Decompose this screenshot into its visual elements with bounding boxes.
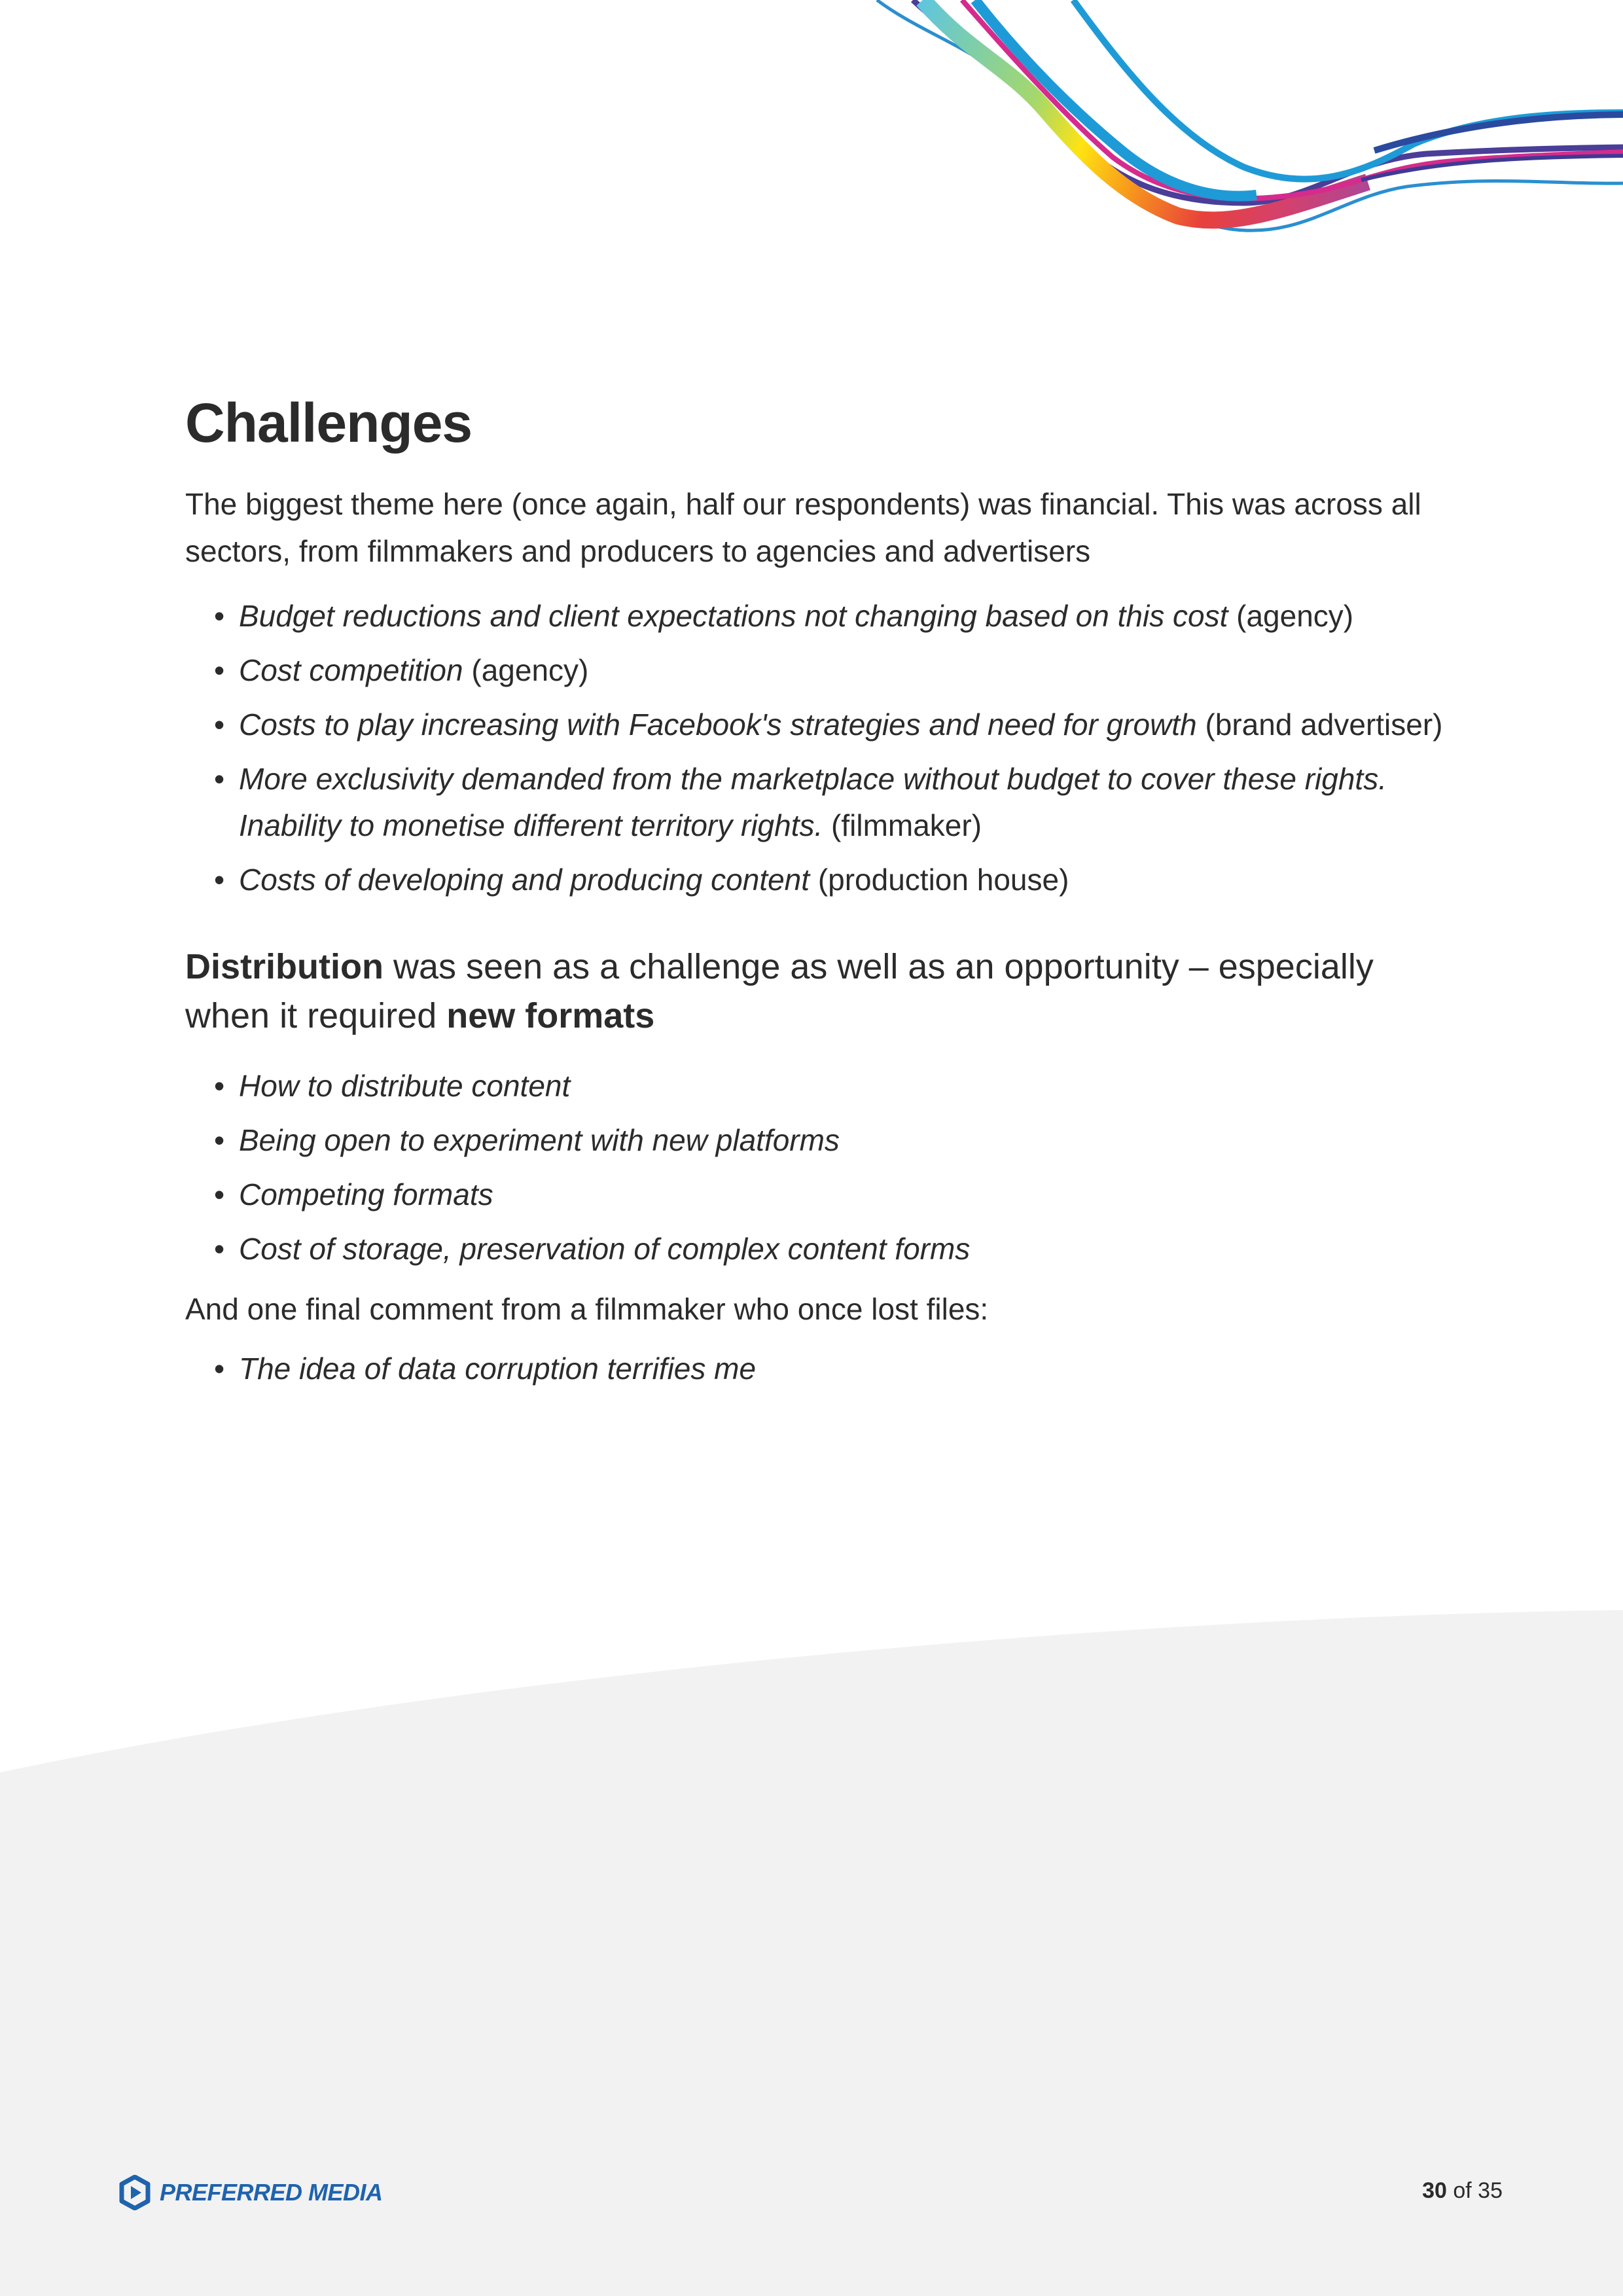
brand-name: PREFERRED MEDIA: [160, 2179, 383, 2206]
list-item: [239, 1172, 1481, 1218]
quote-text: Competing formats: [239, 1177, 493, 1212]
list-item: [239, 593, 1481, 639]
main-content: [185, 393, 1481, 1400]
play-hexagon-icon: [119, 2175, 151, 2210]
quote-text: Being open to experiment with new platforms: [239, 1123, 840, 1158]
distribution-heading-text: was seen as a challenge as well as an opportunity – especially when it required: [185, 947, 1374, 1036]
quote-text: Costs of developing and producing content: [239, 863, 810, 897]
list-item: [239, 1226, 1481, 1272]
list-item: [239, 702, 1481, 748]
distribution-heading: [185, 942, 1376, 1041]
quote-source: (brand advertiser): [1205, 708, 1443, 742]
list-item: [239, 1117, 1481, 1164]
quote-text: Cost competition: [239, 653, 463, 688]
page-title: Challenges: [185, 392, 473, 454]
quote-source: (agency): [1236, 599, 1354, 634]
page-current: 30: [1422, 2178, 1447, 2203]
quote-source: (agency): [471, 653, 589, 688]
quote-source: (production house): [817, 863, 1069, 897]
distribution-bold: Distribution: [185, 947, 383, 987]
quote-text: How to distribute content: [239, 1069, 571, 1103]
final-quote-list: [185, 1346, 1481, 1392]
page-total: 35: [1478, 2178, 1503, 2203]
quote-text: Costs to play increasing with Facebook's strategies and need for growth: [239, 708, 1197, 742]
list-item: [239, 857, 1481, 903]
intro-paragraph: The biggest theme here (once again, half our respondents) was financial. This was across all sectors, from filmmakers and producers to agencies and advertisers: [185, 487, 1421, 569]
quote-text: More exclusivity demanded from the marketplace without budget to cover these rights. Inability to monetise different territory rights.: [239, 762, 1387, 843]
decorative-lines: [0, 0, 1623, 275]
page-of: of: [1453, 2178, 1472, 2203]
quote-text: The idea of data corruption terrifies me: [239, 1352, 757, 1386]
new-formats-bold: new formats: [446, 996, 655, 1036]
final-intro: And one final comment from a filmmaker who once lost files:: [185, 1292, 989, 1327]
quote-text: Cost of storage, preservation of complex content forms: [239, 1232, 971, 1266]
page-number: [1422, 2178, 1503, 2204]
list-item: [239, 1063, 1481, 1109]
list-item: [239, 647, 1481, 694]
quote-text: Budget reductions and client expectations not changing based on this cost: [239, 599, 1228, 634]
list-item: [239, 1346, 1481, 1392]
list-item: [239, 756, 1481, 849]
financial-quotes-list: [185, 593, 1481, 903]
distribution-quotes-list: [185, 1063, 1481, 1272]
quote-source: (filmmaker): [831, 808, 982, 843]
brand-logo: [119, 2174, 383, 2211]
